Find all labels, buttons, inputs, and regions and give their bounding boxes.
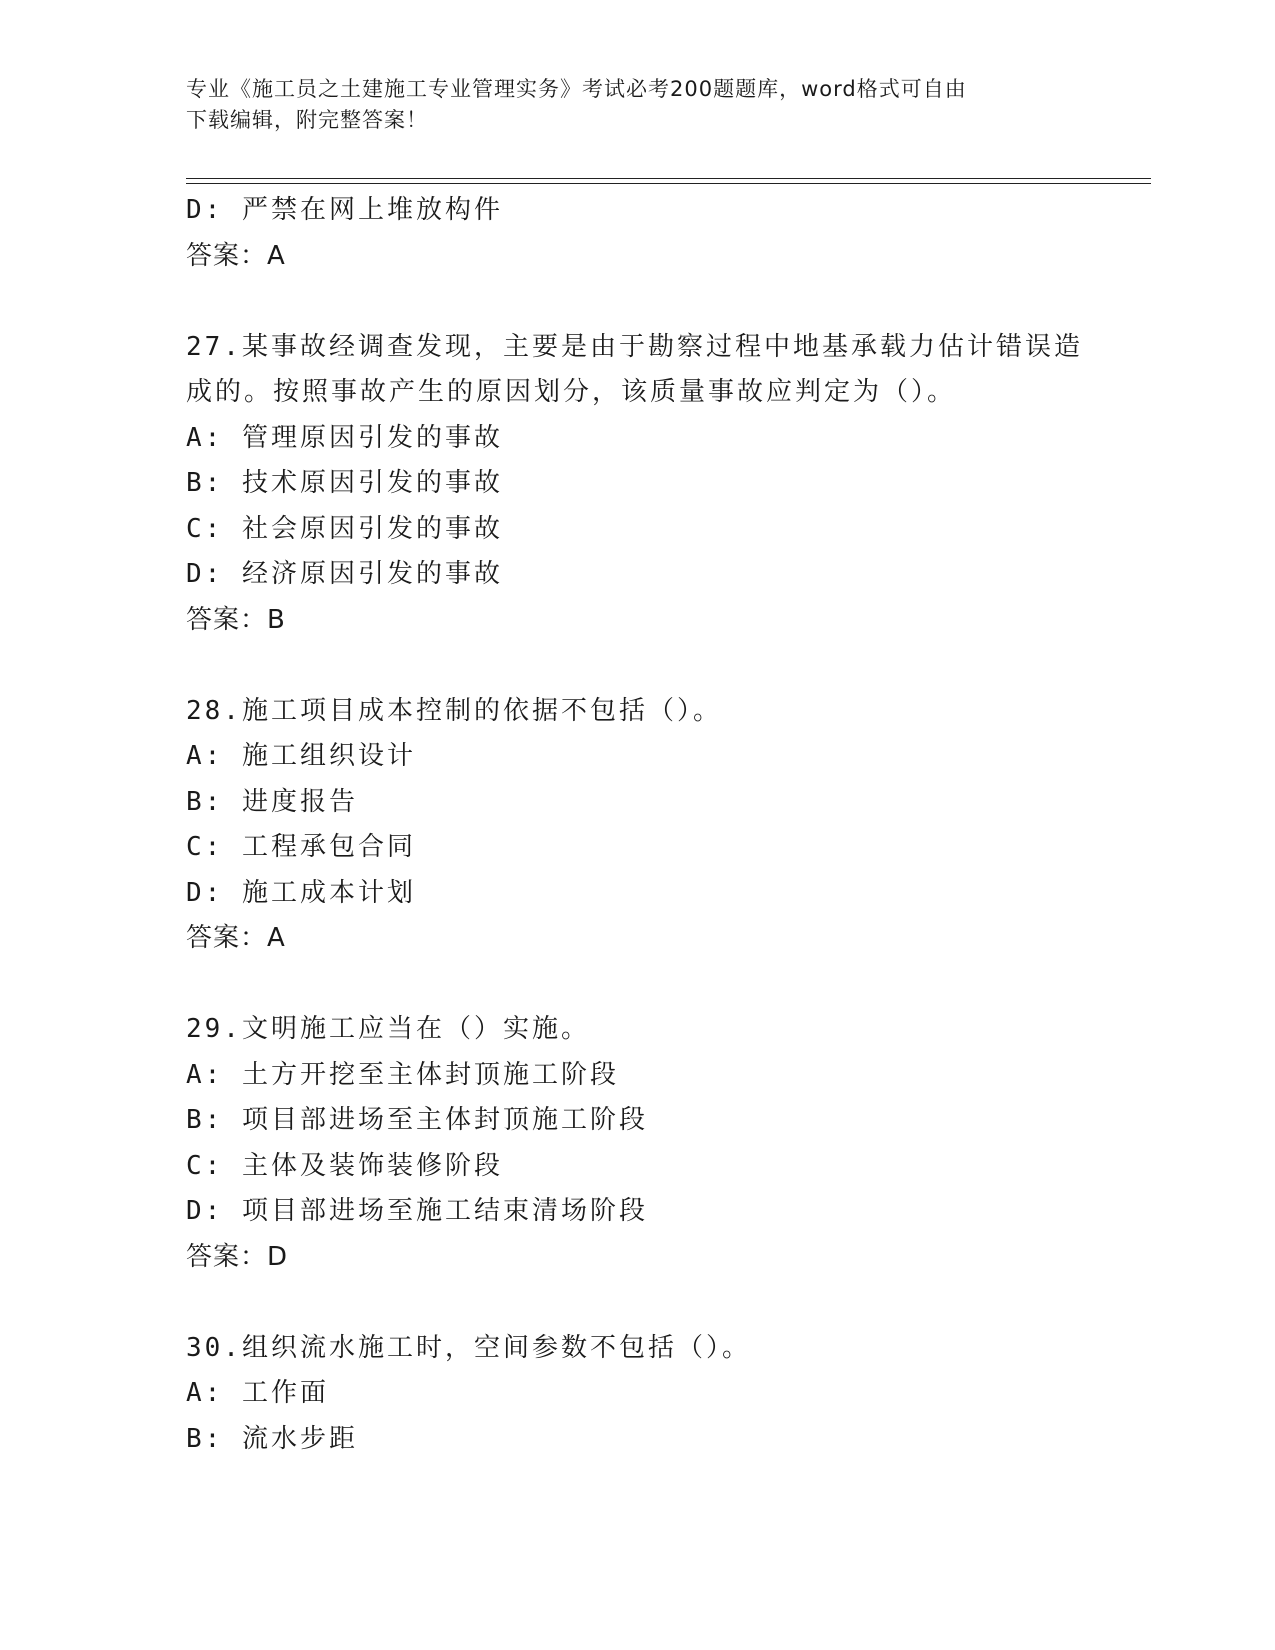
header-divider-top <box>186 178 1151 179</box>
question-text: 29.文明施工应当在（）实施。 <box>186 1014 590 1044</box>
option-line: D: 项目部进场至施工结束清场阶段 <box>186 1196 648 1226</box>
option-line: A: 土方开挖至主体封顶施工阶段 <box>186 1059 619 1090</box>
option-line: D: 施工成本计划 <box>186 877 416 908</box>
question-text: 28.施工项目成本控制的依据不包括（）。 <box>186 695 722 726</box>
question-spacer <box>186 962 1086 1008</box>
option-line: B: 技术原因引发的事故 <box>186 468 503 498</box>
question-text: 30.组织流水施工时，空间参数不包括（）。 <box>186 1332 751 1363</box>
option-line: D: 经济原因引发的事故 <box>186 559 503 589</box>
answer-line: 答案：A <box>186 240 286 271</box>
option-line: A: 工作面 <box>186 1378 329 1408</box>
question-spacer <box>186 1280 1086 1326</box>
option-line: B: 项目部进场至主体封顶施工阶段 <box>186 1105 648 1135</box>
document-header <box>186 74 1086 136</box>
option-line: D: 严禁在网上堆放构件 <box>186 195 503 225</box>
header-divider-bottom <box>186 183 1151 184</box>
question-text: 27.某事故经调查发现，主要是由于勘察过程中地基承载力估计错误造 <box>186 331 1083 362</box>
option-line: B: 进度报告 <box>186 786 358 817</box>
option-line: C: 主体及装饰装修阶段 <box>186 1150 503 1181</box>
answer-line: 答案：B <box>186 604 286 635</box>
question-list <box>186 188 1086 1462</box>
question-spacer <box>186 279 1086 325</box>
option-line: B: 流水步距 <box>186 1423 358 1454</box>
header-line-1: 专业《施工员之土建施工专业管理实务》考试必考200题题库，word格式可自由 <box>186 77 967 101</box>
header-line-2: 下载编辑，附完整答案！ <box>186 108 428 132</box>
question-spacer <box>186 643 1086 689</box>
option-line: A: 施工组织设计 <box>186 741 416 771</box>
option-line: A: 管理原因引发的事故 <box>186 422 503 453</box>
question-text: 成的。按照事故产生的原因划分，该质量事故应判定为（）。 <box>186 377 957 407</box>
answer-line: 答案：A <box>186 923 286 953</box>
option-line: C: 工程承包合同 <box>186 832 416 862</box>
answer-line: 答案：D <box>186 1241 289 1272</box>
option-line: C: 社会原因引发的事故 <box>186 513 503 544</box>
